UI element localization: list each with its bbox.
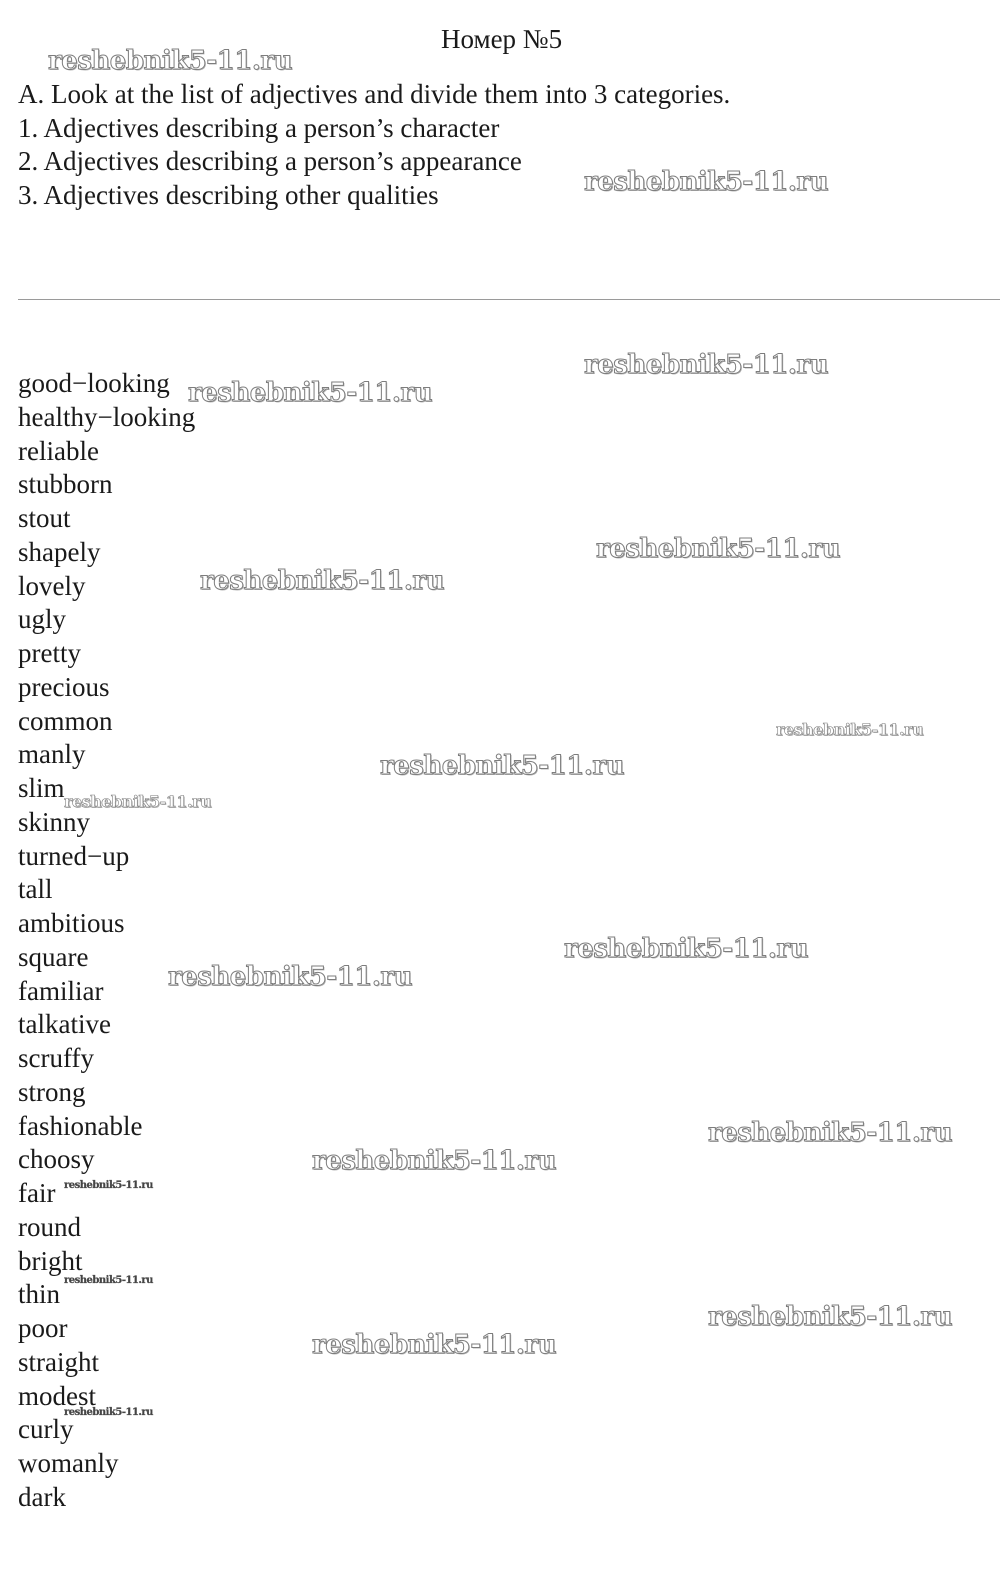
watermark: reshebnik5-11.ru (64, 1407, 153, 1418)
watermark: reshebnik5-11.ru (564, 934, 809, 964)
list-item: fair (18, 1178, 56, 1208)
list-item: stubborn (18, 469, 113, 500)
list-item: talkative (18, 1009, 111, 1040)
list-item: square (18, 941, 89, 972)
list-item: choosy (18, 1144, 95, 1175)
page-title: Номер №5 (441, 24, 563, 54)
adjective-list (18, 367, 195, 1515)
watermark: reshebnik5-11.ru (64, 1275, 153, 1286)
list-item: straight (18, 1346, 99, 1377)
list-item: shapely (18, 536, 101, 567)
list-item: fashionable (18, 1110, 143, 1141)
list-item: scruffy (18, 1043, 94, 1073)
list-item: modest (18, 1380, 96, 1411)
list-item: precious (18, 671, 110, 702)
watermark: reshebnik5-11.ru (584, 350, 829, 380)
watermark: reshebnik5-11.ru (776, 720, 924, 739)
watermark: reshebnik5-11.ru (596, 534, 841, 564)
list-item: round (18, 1211, 81, 1242)
watermark: reshebnik5-11.ru (48, 46, 293, 76)
list-item: common (18, 705, 113, 736)
watermark: reshebnik5-11.ru (708, 1302, 953, 1332)
instruction-line: 3. Adjectives describing other qualities (18, 180, 439, 211)
list-item: reliable (18, 435, 99, 466)
list-item: womanly (18, 1448, 119, 1478)
list-item: healthy−looking (18, 401, 196, 432)
list-item: slim (18, 773, 65, 803)
list-item: familiar (18, 975, 104, 1006)
watermark: reshebnik5-11.ru (188, 378, 433, 408)
list-item: dark (18, 1481, 66, 1512)
list-item: pretty (18, 638, 81, 668)
list-item: tall (18, 874, 53, 905)
list-item: ugly (18, 604, 67, 635)
watermark: reshebnik5-11.ru (64, 792, 212, 811)
divider (18, 299, 1000, 300)
instruction-line: A. Look at the list of adjectives and divide them into 3 categories. (18, 79, 731, 109)
list-item: curly (18, 1414, 74, 1445)
list-item: manly (18, 739, 86, 770)
list-item: lovely (18, 570, 86, 601)
list-item: bright (18, 1245, 83, 1276)
list-item: strong (18, 1076, 86, 1107)
instructions (18, 78, 730, 213)
instruction-line: 1. Adjectives describing a person’s character (18, 112, 500, 143)
watermark: reshebnik5-11.ru (380, 751, 625, 781)
list-item: poor (18, 1313, 68, 1343)
list-item: skinny (18, 806, 91, 837)
watermark: reshebnik5-11.ru (64, 1180, 153, 1191)
list-item: stout (18, 503, 71, 533)
watermark: reshebnik5-11.ru (168, 962, 413, 992)
instruction-line: 2. Adjectives describing a person’s appearance (18, 146, 522, 177)
watermark: reshebnik5-11.ru (708, 1118, 953, 1148)
watermark: reshebnik5-11.ru (312, 1330, 557, 1360)
list-item: good−looking (18, 368, 170, 398)
watermark: reshebnik5-11.ru (584, 167, 829, 197)
watermark: reshebnik5-11.ru (200, 566, 445, 596)
list-item: ambitious (18, 908, 125, 938)
list-item: turned−up (18, 840, 130, 871)
list-item: thin (18, 1279, 61, 1310)
watermark: reshebnik5-11.ru (312, 1146, 557, 1176)
